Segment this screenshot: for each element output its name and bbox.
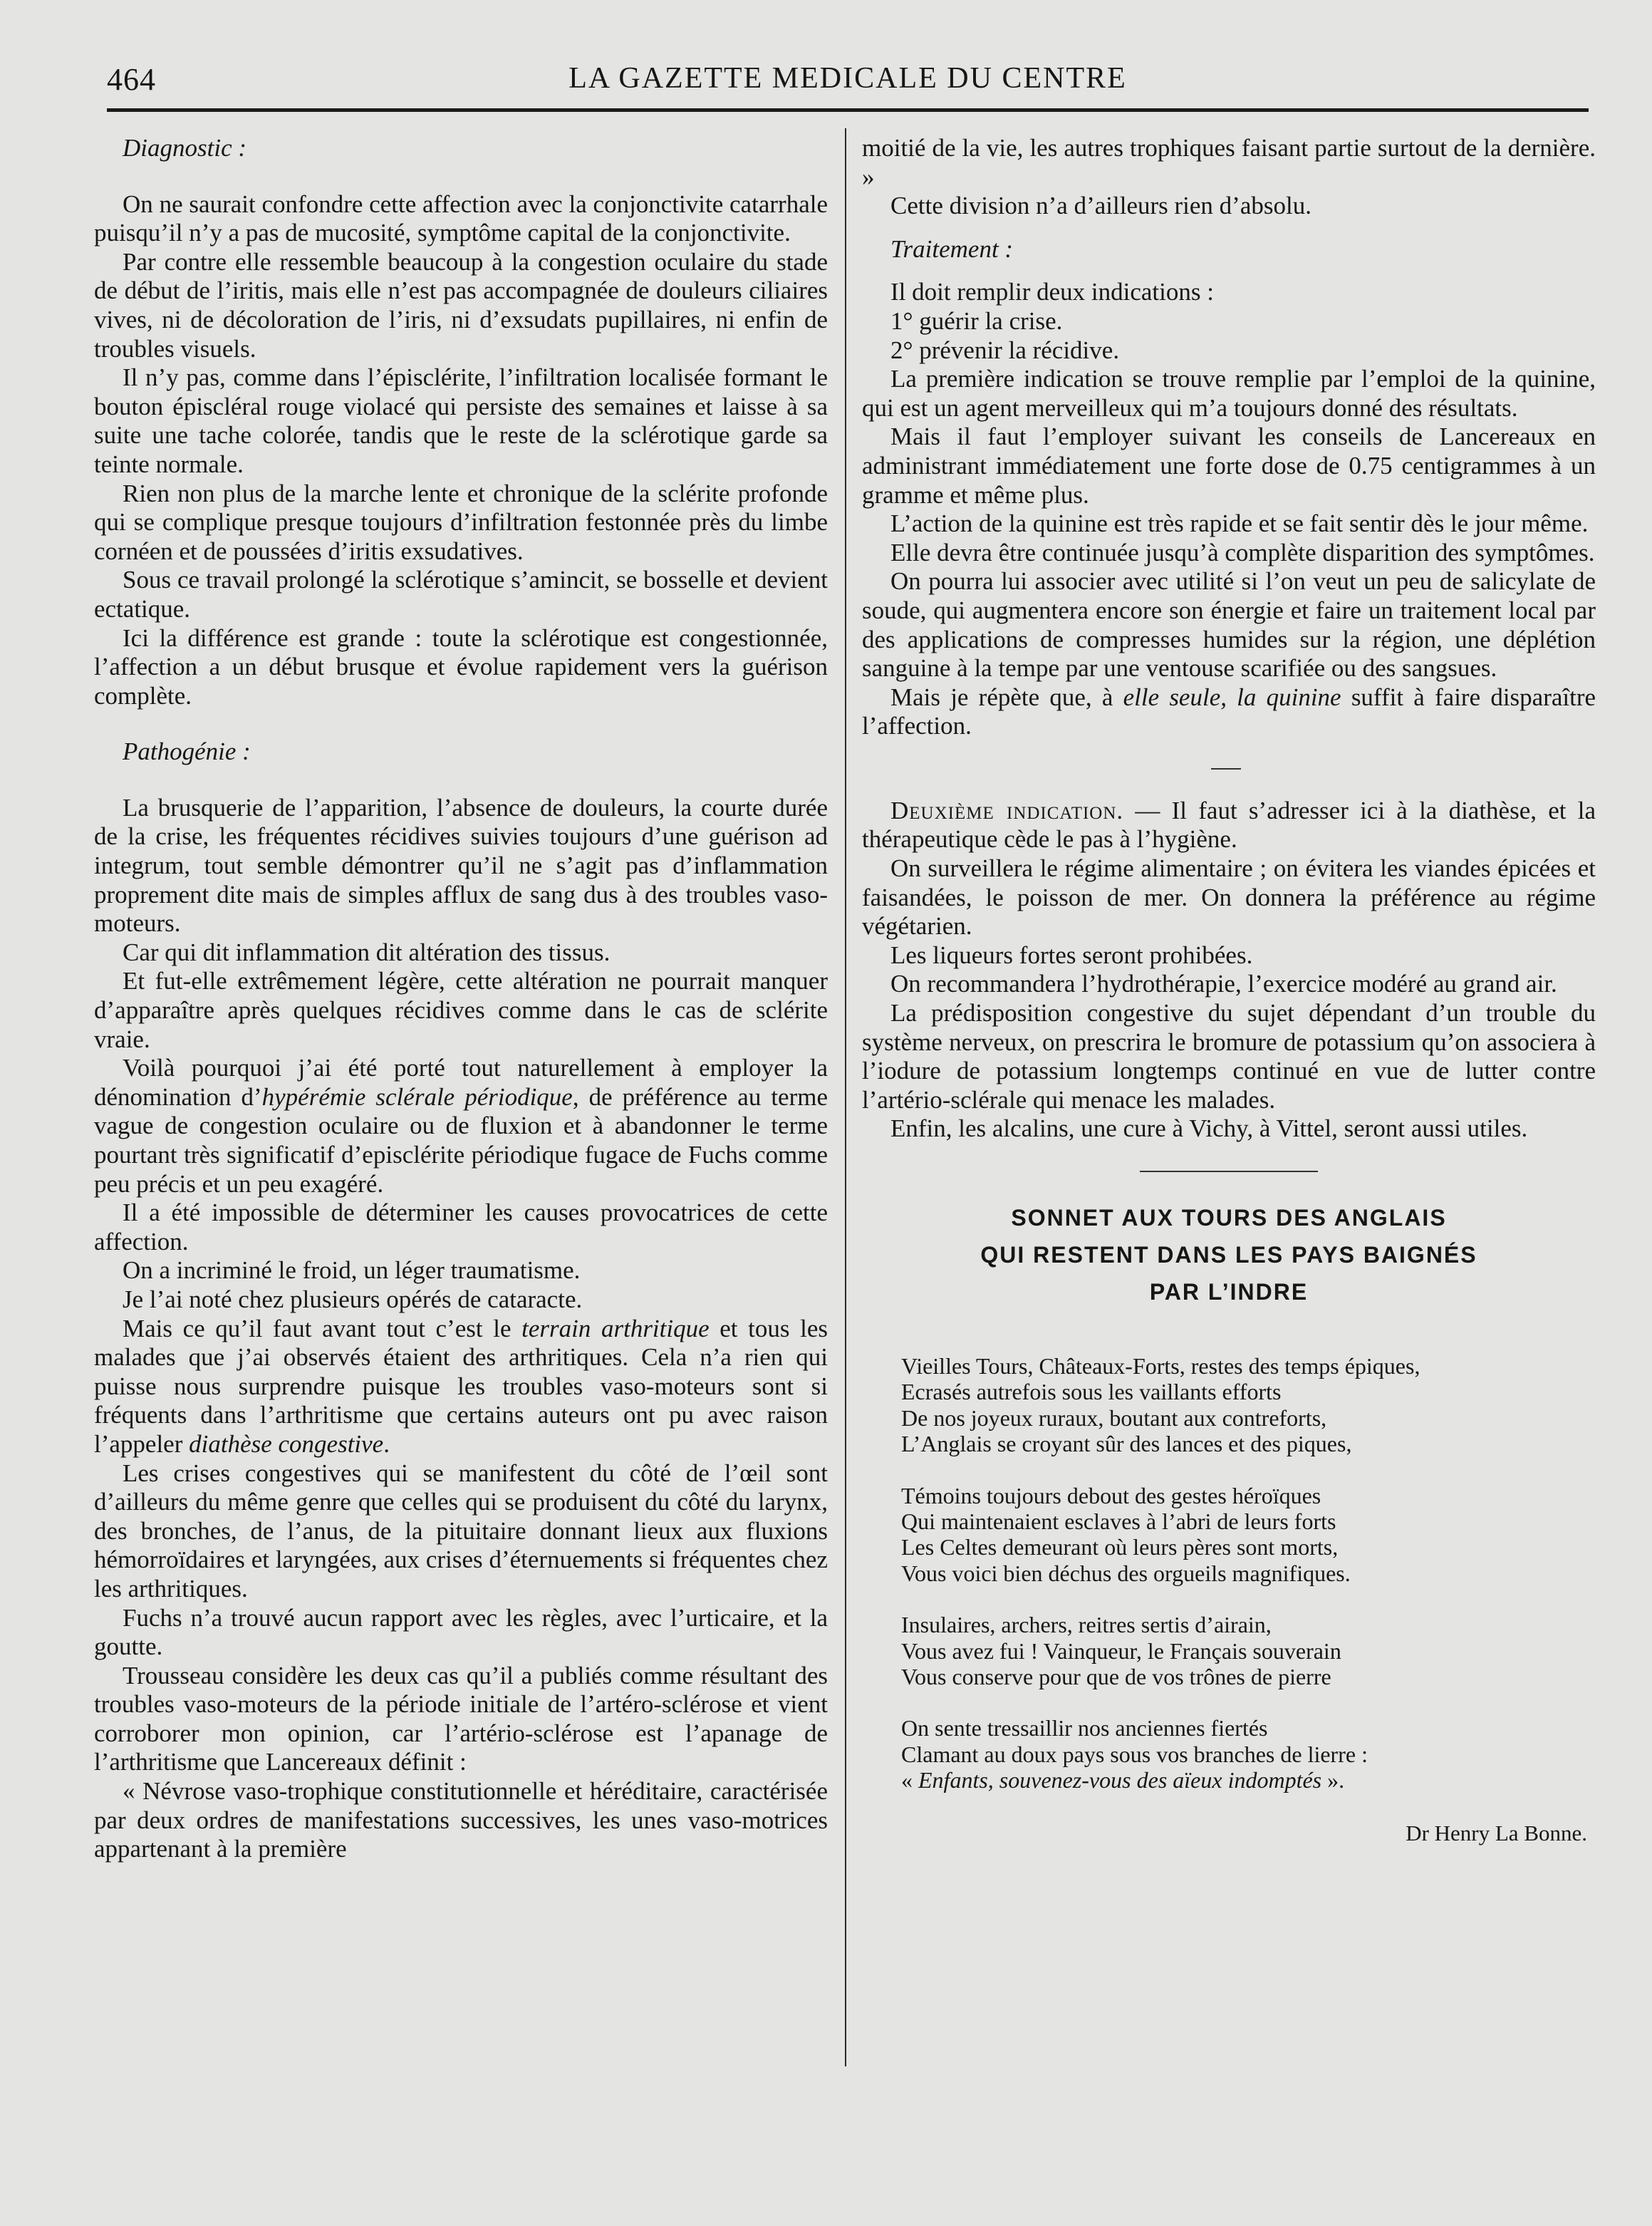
verse-line: Ecrasés autrefois sous les vaillants efforts	[901, 1379, 1282, 1405]
paragraph: Enfin, les alcalins, une cure à Vichy, à Vittel, seront aussi utiles.	[890, 1114, 1528, 1143]
pathogenie-heading: Pathogénie :	[123, 737, 251, 766]
text-run: — Il faut s’adresser ici à la diathèse, et la thérapeutique cède le pas à l’hygiène.	[862, 796, 1596, 854]
diagnostic-heading: Diagnostic :	[123, 134, 247, 162]
verse-line: L’Anglais se croyant sûr des lances et des piques,	[901, 1431, 1352, 1457]
verse-line: Vous avez fui ! Vainqueur, le Français souverain	[901, 1637, 1341, 1664]
verse-line: Les Celtes demeurant où leurs pères sont morts,	[901, 1534, 1339, 1560]
sonnet-title-line: PAR L’INDRE	[1149, 1279, 1309, 1305]
text-run: Mais je répète que, à	[890, 683, 1123, 711]
paragraph: Cette division n’a d’ailleurs rien d’absolu.	[890, 192, 1311, 220]
sonnet-stanza	[901, 1483, 1596, 1587]
traitement-heading: Traitement :	[890, 234, 1014, 263]
text-run: Mais ce qu’il faut avant tout c’est le	[123, 1314, 522, 1342]
sonnet	[901, 1353, 1596, 1793]
italic-term: terrain arthritique	[521, 1314, 710, 1342]
paragraph-continuation: moitié de la vie, les autres trophiques faisant partie surtout de la dernière. »	[862, 134, 1596, 191]
verse-line: Clamant au doux pays sous vos branches de lierre :	[901, 1741, 1368, 1767]
paragraph: Je l’ai noté chez plusieurs opérés de cataracte.	[123, 1285, 583, 1313]
text-run: .	[383, 1429, 390, 1458]
paragraph: Les liqueurs fortes seront prohibées.	[890, 941, 1253, 969]
paragraph: Mais il faut l’employer suivant les conseils de Lancereaux en administrant immédiatement une forte dose de 0.75 centigrammes à un gramme et même plus.	[862, 423, 1596, 509]
paragraph: La brusquerie de l’apparition, l’absence de douleurs, la courte durée de la crise, les fréquentes récidives suivies toujours d’une guérison ad integrum, tout semble démontrer qu’il ne s’agit pas d’inflammation proprement dite mais de simples afflux de sang dus à des troubles vaso-moteurs.	[94, 793, 828, 938]
paragraph: Elle devra être continuée jusqu’à complète disparition des symptômes.	[890, 538, 1595, 566]
verse-line: Vous conserve pour que de vos trônes de pierre	[901, 1664, 1331, 1690]
verse-line: Vieilles Tours, Châteaux-Forts, restes des temps épiques,	[901, 1353, 1420, 1379]
verse-line-final	[901, 1767, 1596, 1793]
column-divider	[845, 128, 846, 2066]
paragraph: Il n’y pas, comme dans l’épisclérite, l’infiltration localisée formant le bouton épiscléral rouge violacé qui persiste des semaines et laisse à sa suite une tache colorée, tandis que le reste de la sclérotique garde sa teinte normale.	[94, 363, 828, 478]
paragraph: On recommandera l’hydrothérapie, l’exercice modéré au grand air.	[890, 970, 1557, 998]
paragraph-deuxieme	[862, 797, 1596, 854]
paragraph: On surveillera le régime alimentaire ; on évitera les viandes épicées et faisandées, le poisson de mer. On donnera la préférence au régime végétarien.	[862, 854, 1596, 941]
text-run: et tous les malades que j’ai observés étaient des arthritiques. Cela n’a rien qui puisse nous surprendre puisque les troubles vaso-moteurs sont si fréquents dans l’arthritisme que certains auteurs ont pu avec raison l’appeler	[94, 1314, 828, 1458]
text-run: suffit à faire disparaître l’affection.	[862, 683, 1596, 740]
author-signature: Dr Henry La Bonne.	[1406, 1820, 1587, 1845]
deuxieme-label: Deuxième indication.	[890, 796, 1124, 824]
paragraph-repete	[862, 683, 1596, 741]
text-run: «	[901, 1767, 918, 1793]
paragraph: Les crises congestives qui se manifestent du côté de l’œil sont d’ailleurs du même genre que celles qui se produisent du côté du larynx, des bronches, de l’anus, de la pituitaire donnant lieux aux fluxions hémorroïdaires et laryngées, aux crises d’éternuements si fréquentes chez les arthritiques.	[94, 1459, 828, 1603]
italic-term: diathèse congestive	[189, 1429, 384, 1458]
paragraph: 1° guérir la crise.	[890, 306, 1063, 335]
sonnet-stanza	[901, 1715, 1596, 1793]
italic-term: elle seule, la quinine	[1123, 683, 1341, 711]
paragraph: Rien non plus de la marche lente et chronique de la sclérite profonde qui se complique presque toujours d’infiltration festonnée près du limbe cornéen et de poussées d’iritis exsudatives.	[94, 479, 828, 565]
paragraph: Il a été impossible de déterminer les causes provocatrices de cette affection.	[94, 1199, 828, 1256]
verse-line: De nos joyeux ruraux, boutant aux contreforts,	[901, 1404, 1327, 1431]
paragraph: Car qui dit inflammation dit altération des tissus.	[123, 938, 611, 966]
paragraph: Par contre elle ressemble beaucoup à la congestion oculaire du stade de début de l’iritis, mais elle n’est pas accompagnée de douleurs ciliaires vives, ni de décoloration de l’iris, ni d’exsudats pupillaires, ni enfin de troubles visuels.	[94, 247, 828, 363]
header-rule	[107, 108, 1589, 112]
verse-line: Insulaires, archers, reitres sertis d’airain,	[901, 1612, 1272, 1638]
paragraph: Ici la différence est grande : toute la sclérotique est congestionnée, l’affection a un début brusque et évolue rapidement vers la guérison complète.	[94, 623, 828, 710]
text-run: Voilà pourquoi j’ai été porté tout naturellement à employer la dénomination d’	[94, 1054, 828, 1111]
paragraph: La première indication se trouve remplie par l’emploi de la quinine, qui est un agent merveilleux qui m’a toujours donné des résultats.	[862, 365, 1596, 422]
verse-line: Témoins toujours debout des gestes héroïques	[901, 1482, 1321, 1508]
paragraph: On ne saurait confondre cette affection avec la conjonctivite catarrhale puisqu’il n’y a pas de mucosité, symptôme capital de la conjonctivite.	[94, 190, 828, 247]
sonnet-title-line: SONNET AUX TOURS DES ANGLAIS	[1011, 1205, 1447, 1231]
sonnet-stanza	[901, 1353, 1596, 1457]
text-run: , de préférence au terme vague de congestion oculaire ou de fluxion et à abandonner le terme pourtant très significatif d’episclérite périodique fugace de Fuchs comme peu précis et un peu exagéré.	[94, 1082, 828, 1198]
paragraph: On a incriminé le froid, un léger traumatisme.	[123, 1256, 581, 1285]
verse-line: Vous voici bien déchus des orgueils magnifiques.	[901, 1560, 1351, 1586]
paragraph: Fuchs n’a trouvé aucun rapport avec les règles, avec l’urticaire, et la goutte.	[94, 1603, 828, 1661]
journal-title: LA GAZETTE MEDICALE DU CENTRE	[568, 62, 1127, 95]
paragraph: Sous ce travail prolongé la sclérotique s’amincit, se bosselle et devient ectatique.	[94, 566, 828, 623]
paragraph: La prédisposition congestive du sujet dépendant d’un trouble du système nerveux, on prescrira le bromure de potassium qu’on associera à l’iodure de potassium longtemps continué en vue de lutter contre l’artério-sclérale qui menace les malades.	[862, 999, 1596, 1114]
paragraph: On pourra lui associer avec utilité si l’on veut un peu de salicylate de soude, qui augmentera encore son énergie et faire un traitement local par des applications de compresses humides sur la région, une déplétion sanguine à la tempe par une ventouse scarifiée ou des sangsues.	[862, 567, 1596, 683]
sonnet-stanza	[901, 1612, 1596, 1689]
text-run: ».	[1321, 1767, 1345, 1793]
verse-line: On sente tressaillir nos anciennes fiertés	[901, 1715, 1268, 1741]
sonnet-title-line: QUI RESTENT DANS LES PAYS BAIGNÉS	[980, 1242, 1477, 1268]
left-column	[94, 134, 828, 1864]
paragraph: « Névrose vaso-trophique constitutionnelle et héréditaire, caractérisée par deux ordres de manifestations successives, les unes vaso-motrices appartenant à la première	[94, 1777, 828, 1863]
italic-term: hypérémie sclérale périodique	[261, 1082, 573, 1111]
paragraph: L’action de la quinine est très rapide et se fait sentir dès le jour même.	[890, 509, 1589, 538]
right-column	[862, 134, 1596, 1848]
verse-line: Qui maintenaient esclaves à l’abri de leurs forts	[901, 1508, 1336, 1535]
page-number: 464	[107, 62, 156, 97]
paragraph: Trousseau considère les deux cas qu’il a publiés comme résultant des troubles vaso-moteurs de la période initiale de l’artéro-sclérose et vient corroborer mon opinion, car l’artério-sclérose est l’apanage de l’arthritisme que Lancereaux définit :	[94, 1661, 828, 1776]
italic-verse: Enfants, souvenez-vous des aïeux indomptés	[918, 1767, 1322, 1793]
paragraph: Et fut-elle extrêmement légère, cette altération ne pourrait manquer d’apparaître après quelques récidives comme dans le cas de sclérite vraie.	[94, 967, 828, 1053]
sonnet-title	[862, 1199, 1596, 1310]
page-header	[107, 56, 1589, 105]
paragraph: 2° prévenir la récidive.	[890, 336, 1120, 364]
paragraph-voila	[94, 1054, 828, 1199]
paragraph: Il doit remplir deux indications :	[890, 278, 1214, 306]
paragraph-mais	[94, 1315, 828, 1459]
